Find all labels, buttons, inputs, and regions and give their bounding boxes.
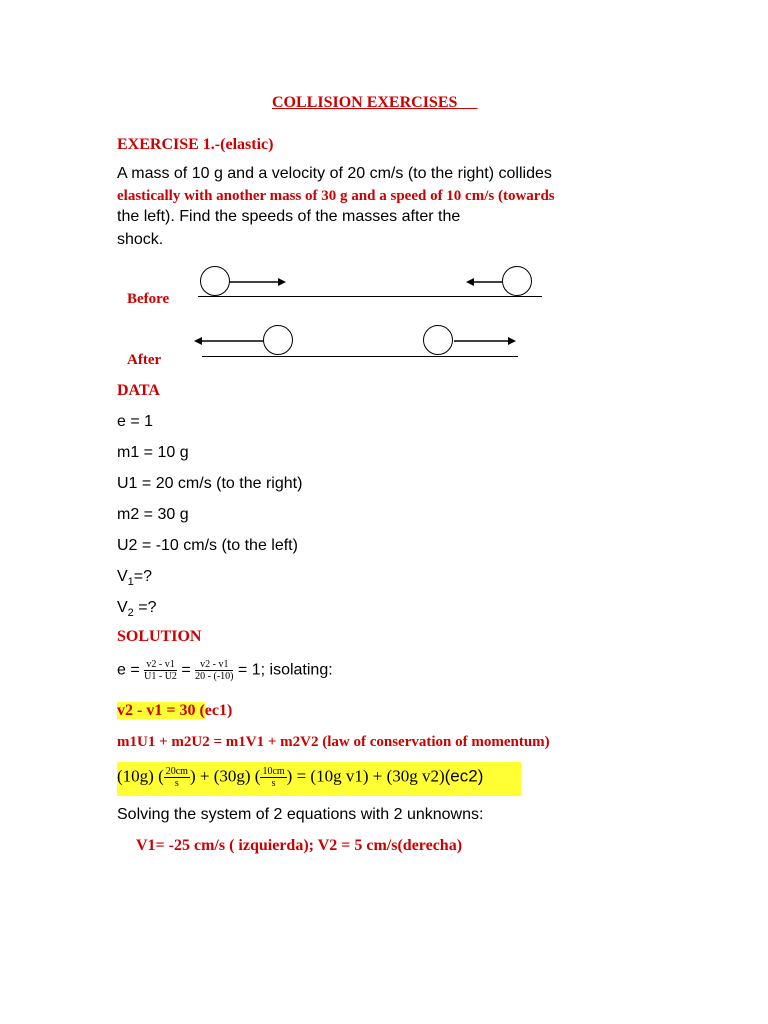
after-track-line	[202, 356, 518, 357]
data-item-m1: m1 = 10 g	[117, 444, 189, 461]
problem-line-2: elastically with another mass of 30 g and a speed of 10 cm/s (towards	[117, 188, 555, 204]
problem-line-4: shock.	[117, 231, 164, 248]
left-arrow-icon	[464, 276, 504, 288]
data-item-m2: m2 = 30 g	[117, 506, 189, 523]
problem-line-3: the left). Find the speeds of the masses after the	[117, 208, 461, 225]
data-item-e: e = 1	[117, 413, 154, 430]
equation-2: (10g) ( $\frac{20cm}{s}$ ) + (30g) ( $\frac{10cm}{s}$ ) = (10g v1) + (30g v2)(ec2)	[117, 766, 484, 789]
data-item-v2-unknown: $V_2$ =?	[117, 599, 157, 620]
data-item-u1: U1 = 20 cm/s (to the right)	[117, 475, 303, 492]
fraction-1: $\frac{v2 - v1}{U1 - U2}$	[144, 659, 177, 682]
restitution-equation: e = $\frac{v2 - v1}{U1 - U2}$ = $\frac{v2 - v1}{20 - (-10)}$ = 1; isolating:	[117, 659, 333, 682]
data-item-u2: U2 = -10 cm/s (to the left)	[117, 537, 298, 554]
fraction-b: $\frac{10cm}{s}$	[262, 766, 285, 789]
equation-1: v2 - v1 = 30 (ec1)	[117, 702, 233, 719]
data-heading: DATA	[117, 382, 160, 399]
before-label: Before	[127, 291, 170, 307]
fraction-2: $\frac{v2 - v1}{20 - (-10)}$	[195, 659, 234, 682]
right-arrow-icon	[452, 335, 518, 347]
after-mass-1-ball	[263, 325, 293, 355]
exercise-heading: EXERCISE 1.-(elastic)	[117, 136, 274, 153]
right-arrow-icon	[228, 276, 288, 288]
fraction-a: $\frac{20cm}{s}$	[165, 766, 188, 789]
before-mass-1-ball	[200, 266, 230, 296]
page-title: COLLISION EXERCISES	[272, 94, 458, 111]
solution-heading: SOLUTION	[117, 628, 202, 645]
before-mass-2-ball	[502, 266, 532, 296]
left-arrow-icon	[192, 335, 266, 347]
after-mass-2-ball	[423, 325, 453, 355]
after-label: After	[127, 352, 162, 368]
result-line: V1= -25 cm/s ( izquierda); V2 = 5 cm/s(derecha)	[136, 837, 463, 854]
before-track-line	[198, 296, 542, 297]
problem-line-1: A mass of 10 g and a velocity of 20 cm/s (to the right) collides	[117, 165, 552, 182]
solving-text: Solving the system of 2 equations with 2 unknowns:	[117, 806, 484, 823]
momentum-law: m1U1 + m2U2 = m1V1 + m2V2 (law of conservation of momentum)	[117, 734, 550, 750]
data-item-v1-unknown: $V_1=$?	[117, 568, 153, 589]
